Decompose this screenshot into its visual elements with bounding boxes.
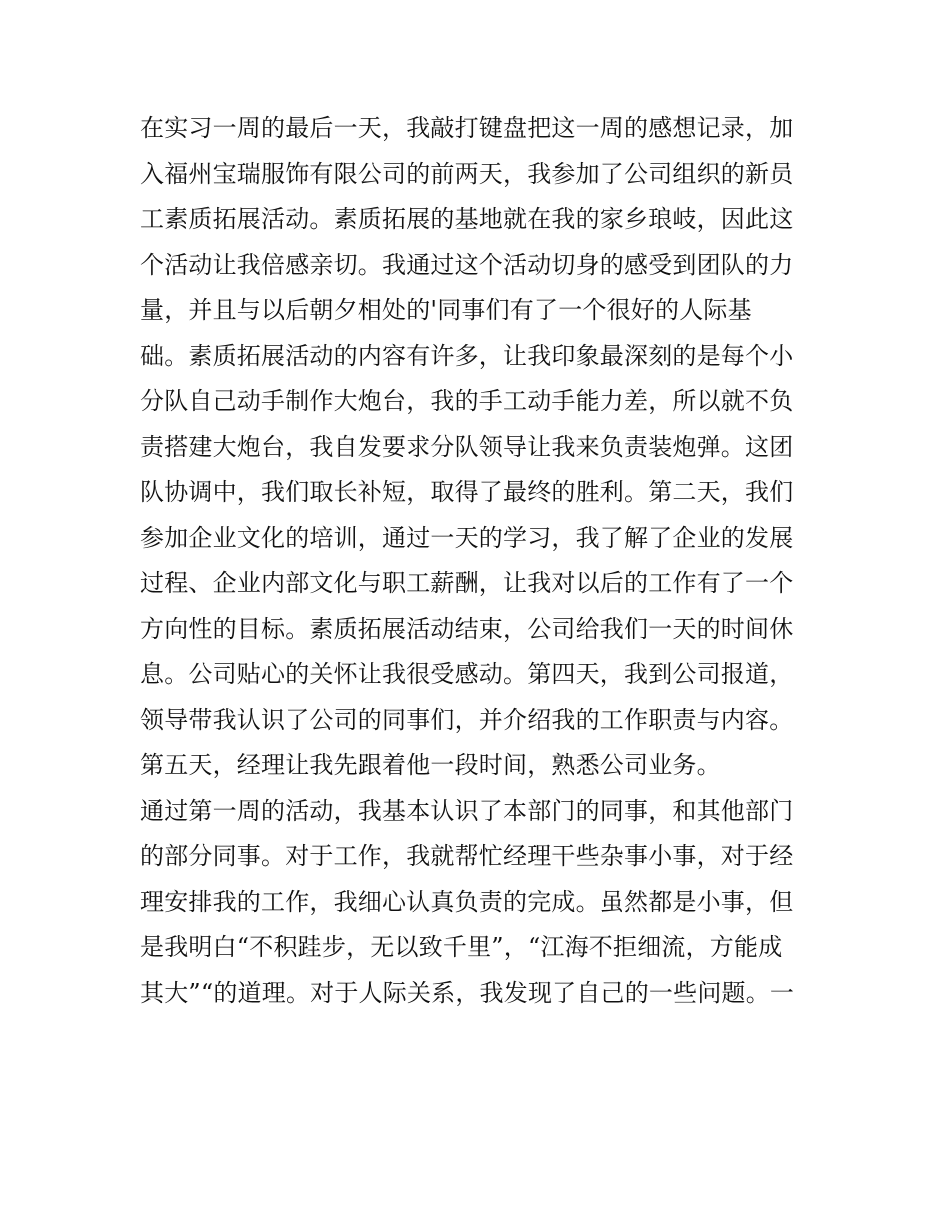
text-line: 是我明白“不积跬步，无以致千里”，“江海不拒细流，方能成 bbox=[140, 933, 783, 961]
text-line: 工素质拓展活动。素质拓展的基地就在我的家乡琅岐，因此这 bbox=[140, 205, 794, 233]
text-line: 量，并且与以后朝夕相处的'同事们有了一个很好的人际基 bbox=[140, 296, 752, 324]
text-line: 息。公司贴心的关怀让我很受感动。第四天，我到公司报道， bbox=[140, 660, 794, 688]
text-line: 通过第一周的活动，我基本认识了本部门的同事，和其他部门 bbox=[140, 796, 794, 825]
text-line: 领导带我认识了公司的同事们，并介绍我的工作职责与内容。 bbox=[140, 705, 794, 734]
text-line: 其大”“的道理。对于人际关系，我发现了自己的一些问题。一 bbox=[140, 978, 795, 1007]
text-line: 的部分同事。对于工作，我就帮忙经理干些杂事小事，对于经 bbox=[140, 842, 794, 870]
text-line: 分队自己动手制作大炮台，我的手工动手能力差，所以就不负 bbox=[140, 387, 794, 415]
body-text bbox=[140, 106, 820, 1016]
text-line: 责搭建大炮台，我自发要求分队领导让我来负责装炮弹。这团 bbox=[140, 432, 794, 461]
text-line: 入福州宝瑞服饰有限公司的前两天，我参加了公司组织的新员 bbox=[140, 159, 794, 188]
text-line: 在实习一周的最后一天，我敲打键盘把这一周的感想记录，加 bbox=[140, 114, 794, 142]
text-line: 理安排我的工作，我细心认真负责的完成。虽然都是小事，但 bbox=[140, 887, 794, 916]
text-line: 方向性的目标。素质拓展活动结束，公司给我们一天的时间休 bbox=[140, 614, 794, 643]
text-line: 第五天，经理让我先跟着他一段时间，熟悉公司业务。 bbox=[140, 751, 721, 779]
text-line: 队协调中，我们取长补短，取得了最终的胜利。第二天，我们 bbox=[140, 478, 794, 506]
text-line: 过程、企业内部文化与职工薪酬，让我对以后的工作有了一个 bbox=[140, 569, 794, 597]
text-line: 础。素质拓展活动的内容有许多，让我印象最深刻的是每个小 bbox=[140, 341, 794, 370]
text-line: 个活动让我倍感亲切。我通过这个活动切身的感受到团队的力 bbox=[140, 250, 794, 279]
text-line: 参加企业文化的培训，通过一天的学习，我了解了企业的发展 bbox=[140, 523, 794, 552]
